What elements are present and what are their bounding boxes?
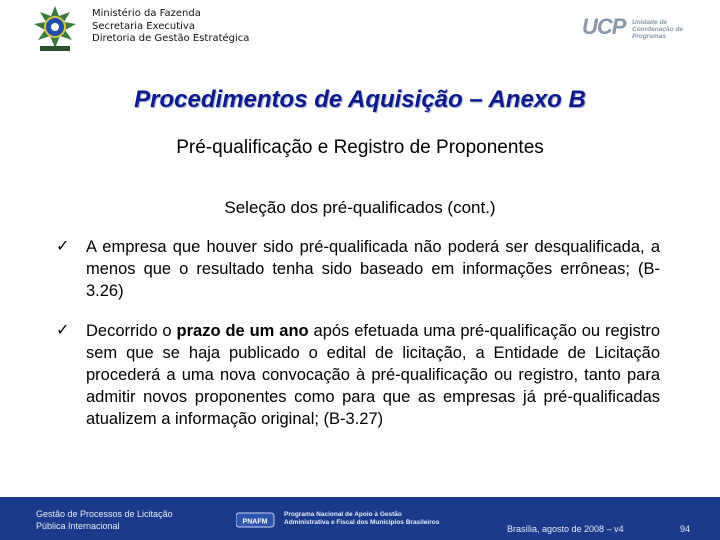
org-line-ministry: Ministério da Fazenda [92,8,201,19]
bullet-text-bold: prazo de um ano [176,322,309,340]
ucp-logo-text: UCP [582,14,626,39]
footer-date: Brasília, agosto de 2008 – v4 [507,524,624,534]
org-line-directorate: Diretoria de Gestão Estratégica [92,33,250,44]
ucp-sub-line: Programas [632,33,666,40]
footer-course-line: Pública Internacional [36,521,120,531]
bullet-item [86,320,660,430]
footer-program-name [284,511,439,526]
slide-subtitle: Pré-qualificação e Registro de Proponentes [176,137,544,158]
bullet-text: A empresa que houver sido pré-qualificada não poderá ser desqualificada, a menos que o resultado tenha sido baseado em informações errôneas; (B-3.26) [86,238,660,300]
footer-bar [0,497,720,540]
bullet-text-start: Decorrido o [86,322,177,340]
pnafm-logo-text: PNAFM [242,518,268,526]
ucp-logo [582,14,692,46]
footer-course-line: Gestão de Processos de Licitação [36,509,173,519]
footer-course-title [36,508,173,532]
checkmark-icon: ✓ [56,322,70,339]
ucp-sub-line: Coordenação de [632,26,683,33]
org-line-secretariat: Secretaria Executiva [92,20,195,32]
footer-program-line: Administrativa e Fiscal dos Municípios Brasileiros [284,518,440,526]
ucp-logo-subtitle [632,19,683,40]
pnafm-logo [236,511,276,529]
bullet-text-end: após efetuada uma pré-qualificação ou registro sem que se haja publicado o edital de licitação, a Entidade de Licitação procederá a uma nova convocação à pré-qualificação ou registro, tanto para admitir novos proponentes como para que as empresas já pré-qualificadas atualizem a informação original; (B-3.27) [86,322,661,428]
footer-program-line: Programa Nacional de Apoio à Gestão [284,511,402,518]
slide-title: Procedimentos de Aquisição – Anexo B [134,86,586,113]
page-number: 94 [680,524,691,534]
organization-block [92,8,249,46]
ucp-sub-line: Unidade de [632,19,668,26]
bullet-item [86,236,660,302]
section-heading: Seleção dos pré-qualificados (cont.) [224,198,496,217]
coat-of-arms-icon [28,4,82,54]
checkmark-icon: ✓ [56,238,70,255]
